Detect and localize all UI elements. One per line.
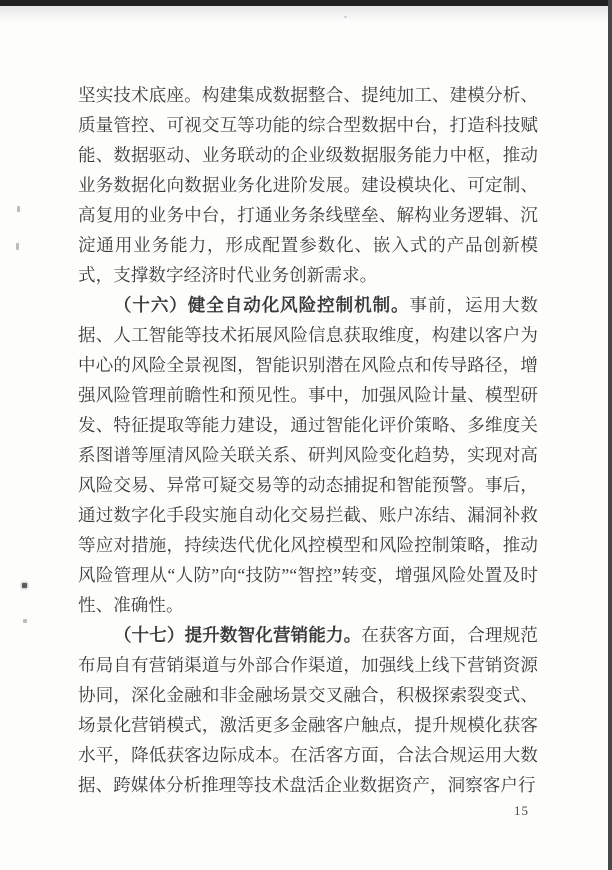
scan-speck xyxy=(17,206,20,212)
paragraph-body: 在获客方面，合理规范布局自有营销渠道与外部合作渠道，加强线上线下营销资源协同，深化金融和非金融场景交叉融合，积极探索裂变式、场景化营销模式，激活更多金融客户触点，提升规模化获客水平，降低获客边际成本。在活客方面，合法合规运用大数据、跨媒体分析推理等技术盘活企业数据资产，洞察客户行 xyxy=(78,625,538,795)
scan-right-edge xyxy=(608,0,612,870)
paragraph-body: 事前，运用大数据、人工智能等技术拓展风险信息获取维度，构建以客户为中心的风险全景视图，智能识别潜在风险点和传导路径，增强风险管理前瞻性和预见性。事中，加强风险计量、模型研发、特征提取等能力建设，通过智能化评价策略、多维度关系图谱等厘清风险关联关系、研判风险变化趋势，实现对高风险交易、异常可疑交易等的动态捕捉和智能预警。事后，通过数字化手段实施自动化交易拦截、账户冻结、漏洞补救等应对措施，持续迭代优化风控模型和风险控制策略，推动风险管理从“人防”向“技防”“智控”转变，增强风险处置及时性、准确性。 xyxy=(78,295,538,615)
paragraph-body: 坚实技术底座。构建集成数据整合、提纯加工、建模分析、质量管控、可视交互等功能的综合型数据中台，打造科技赋能、数据驱动、业务联动的企业级数据服务能力中枢，推动业务数据化向数据业务化进阶发展。建设模块化、可定制、高复用的业务中台，打通业务条线壁垒、解构业务逻辑、沉淀通用业务能力，形成配置参数化、嵌入式的产品创新模式，支撑数字经济时代业务创新需求。 xyxy=(78,85,538,285)
document-body-text xyxy=(78,80,538,800)
paragraph xyxy=(78,80,538,290)
scan-speck xyxy=(344,16,347,18)
section-heading-17: （十七）提升数智化营销能力。 xyxy=(113,625,362,645)
scan-speck xyxy=(22,583,27,588)
page-number: 15 xyxy=(514,803,529,818)
paragraph xyxy=(78,620,538,800)
scan-speck xyxy=(23,619,27,623)
paragraph xyxy=(78,290,538,620)
scan-speck xyxy=(16,243,19,250)
section-heading-16: （十六）健全自动化风险控制机制。 xyxy=(113,295,410,315)
scan-top-edge-fade xyxy=(0,6,612,22)
